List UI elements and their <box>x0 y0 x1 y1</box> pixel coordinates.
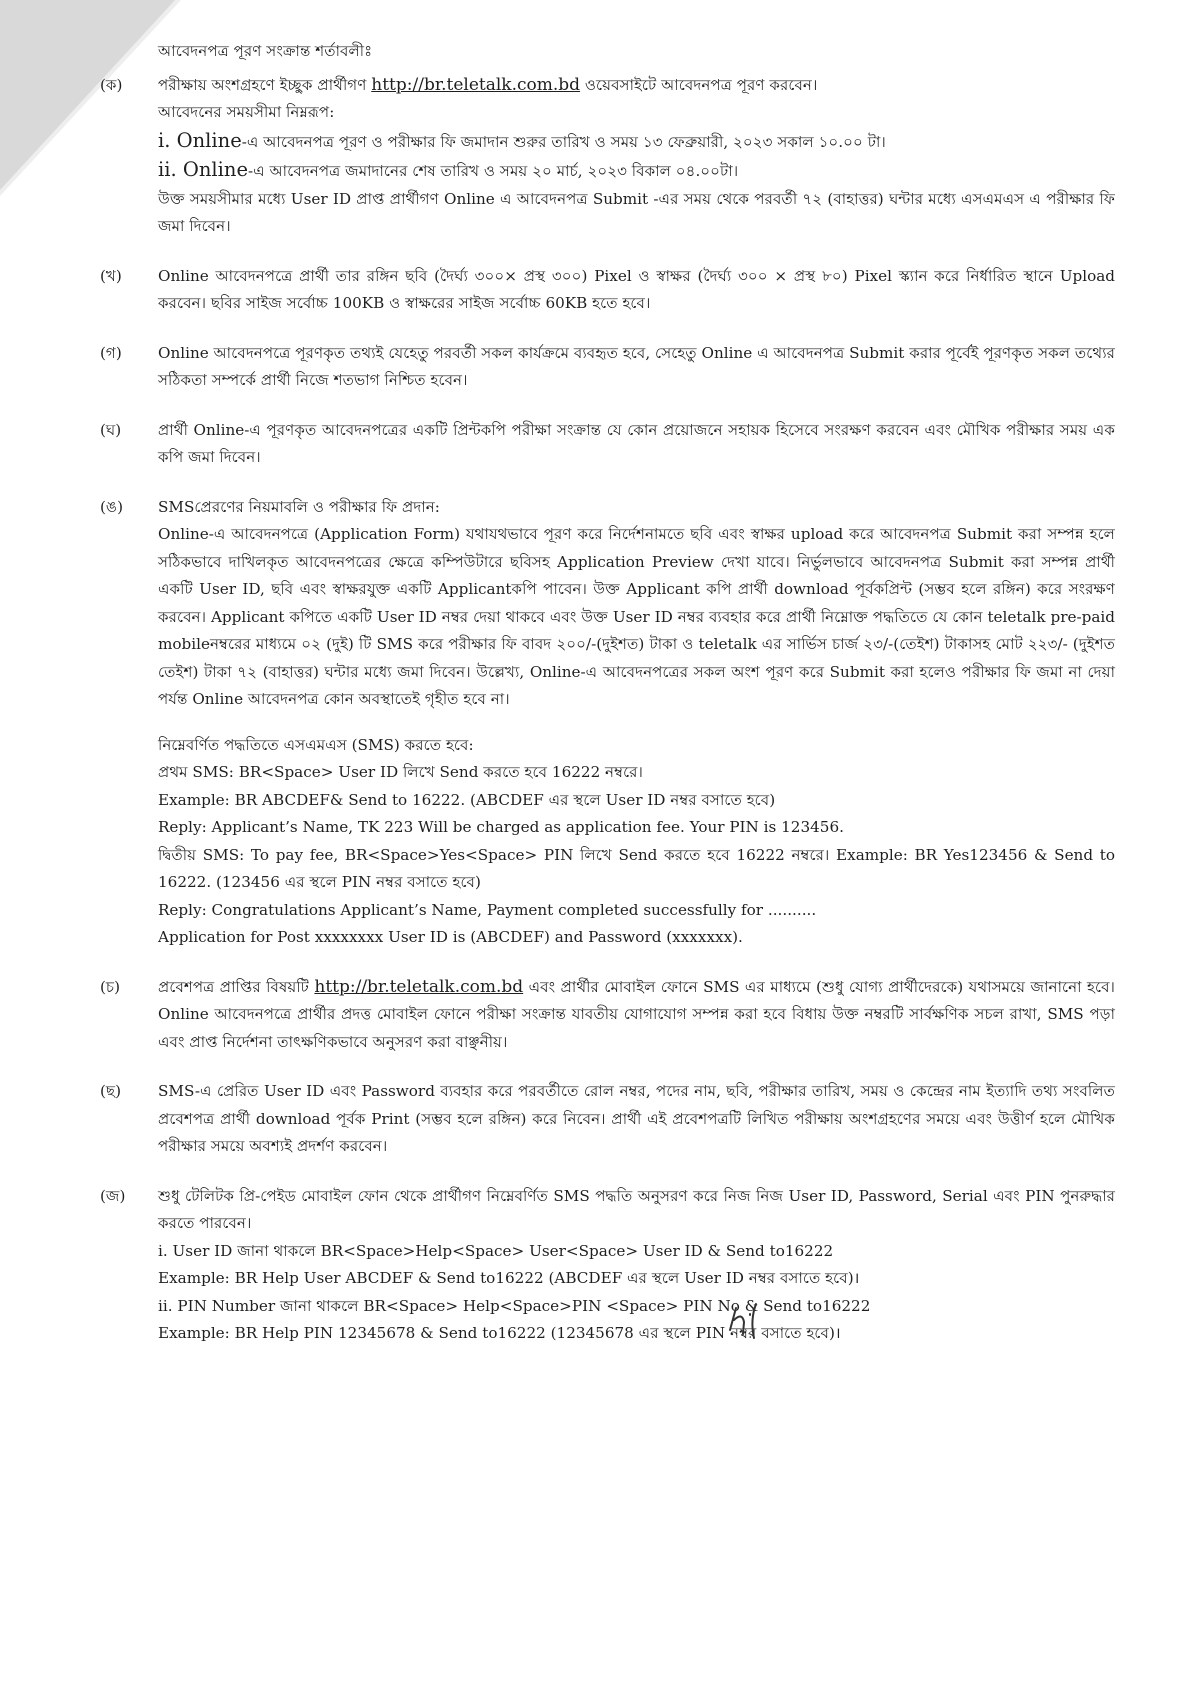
intro-after: ওয়েবসাইটে আবেদনপত্র পূরণ করবেন। <box>584 75 818 94</box>
document-body <box>100 38 1115 1370</box>
clause-chha <box>100 1078 1115 1161</box>
sms-line: Example: BR ABCDEF& Send to 16222. (ABCDEF এর স্থলে User ID নম্বর বসাতে হবে) <box>158 790 776 809</box>
teletalk-link[interactable]: http://br.teletalk.com.bd <box>371 74 581 95</box>
sms-intro: নিম্নেবর্ণিত পদ্ধতিতে এসএমএস (SMS) করতে হবে: <box>158 735 474 754</box>
sms-line: Application for Post xxxxxxxx User ID is (ABCDEF) and Password (xxxxxxx). <box>158 928 743 946</box>
clause-marker: (খ) <box>100 266 122 285</box>
intro-line <box>158 72 1115 100</box>
clause-marker: (ছ) <box>100 1082 122 1100</box>
recovery-line: ii. PIN Number জানা থাকলে BR<Space> Help<Space>PIN <Space> PIN No & Send to16222 <box>158 1296 871 1315</box>
clause-text: Online আবেদনপত্রে পূরণকৃত তথ্যই যেহেতু পরবর্তী সকল কার্যক্রমে ব্যবহৃত হবে, সেহেতু Online এ আবেদনপত্র Submit করার পূর্বেই পূরণকৃত সকল তথ্যের সঠিকতা সম্পর্কে প্রার্থী নিজে শতভাগ নিশ্চিত হবেন। <box>158 343 1115 389</box>
teletalk-link[interactable]: http://br.teletalk.com.bd <box>314 976 524 997</box>
recovery-line: Example: BR Help User ABCDEF & Send to16222 (ABCDEF এর স্থলে User ID নম্বর বসাতে হবে)। <box>158 1269 860 1287</box>
schedule-point-1 <box>158 127 1115 157</box>
page-heading: আবেদনপত্র পূরণ সংক্রান্ত শর্তাবলীঃ <box>158 42 373 60</box>
schedule-point-2 <box>158 156 1115 186</box>
clause-ga <box>100 340 1115 395</box>
recovery-line: i. User ID জানা থাকলে BR<Space>Help<Space> User<Space> User ID & Send to16222 <box>158 1241 834 1260</box>
sms-line: দ্বিতীয় SMS: To pay fee, BR<Space>Yes<Space> PIN লিখে Send করতে হবে 16222 নম্বরে। Example: BR Yes123456 & Send to 16222. (123456 এর স্থলে PIN নম্বর বসাতে হবে) <box>158 845 1115 891</box>
clause-marker: (ঘ) <box>100 420 122 439</box>
clause-marker: (চ) <box>100 977 121 996</box>
clause-text: SMS-এ প্রেরিত User ID এবং Password ব্যবহার করে পরবর্তীতে রোল নম্বর, পদের নাম, ছবি, পরীক্ষার তারিখ, সময় ও কেন্দ্রের নাম ইত্যাদি তথ্য সংবলিত প্রবেশপত্র প্রার্থী download পূর্বক Print (সম্ভব হলে রঙ্গিন) করে নিবেন। প্রার্থী এই প্রবেশপত্রটি লিখিত পরীক্ষায় অংশগ্রহণের সময়ে এবং উত্তীর্ণ হলে মৌখিক পরীক্ষার সময়ে অবশ্যই প্রদর্শণ করবেন। <box>158 1082 1115 1155</box>
clause-content <box>158 72 1115 241</box>
clause-title: SMSপ্রেরণের নিয়মাবলি ও পরীক্ষার ফি প্রদান: <box>158 497 440 516</box>
point-text: -এ আবেদনপত্র জমাদানের শেষ তারিখ ও সময় ২০ মার্চ, ২০২৩ বিকাল ০৪.০০টা। <box>248 162 739 180</box>
clause-marker: (ঙ) <box>100 497 123 516</box>
clause-text: Online আবেদনপত্রে প্রার্থী তার রঙ্গিন ছবি (দৈর্ঘ্য ৩০০× প্রস্থ ৩০০) Pixel ও স্বাক্ষর (দৈর্ঘ্য ৩০০ × প্রস্থ ৮০) Pixel স্ক্যান করে নির্ধারিত স্থানে Upload করবেন। ছবির সাইজ সর্বোচ্চ 100KB ও স্বাক্ষরের সাইজ সর্বোচ্চ 60KB হতে হবে। <box>158 266 1115 312</box>
intro-before: পরীক্ষায় অংশগ্রহণে ইচ্ছুক প্রার্থীগণ <box>158 75 367 94</box>
sms-line: Reply: Applicant’s Name, TK 223 Will be charged as application fee. Your PIN is 123456. <box>158 818 844 836</box>
clause-ka <box>100 72 1115 241</box>
clause-text: Online-এ আবেদনপত্রে (Application Form) যথাযথভাবে পূরণ করে নির্দেশনামতে ছবি এবং স্বাক্ষর upload করে আবেদনপত্র Submit করা সম্পন্ন হলে সঠিকভাবে দাখিলকৃত আবেদনপত্রের ক্ষেত্রে কম্পিউটারে ছবিসহ Application Preview দেখা যাবে। নির্ভুলভাবে আবেদনপত্র Submit করা সম্পন্ন প্রার্থী একটি User ID, ছবি এবং স্বাক্ষরযুক্ত একটি Applicantকপি পাবেন। উক্ত Applicant কপি প্রার্থী download পূর্বকপ্রিন্ট (সম্ভব হলে রঙ্গিন) করে সংরক্ষণ করবেন। Applicant কপিতে একটি User ID নম্বর দেয়া থাকবে এবং উক্ত User ID নম্বর ব্যবহার করে প্রার্থী নিম্নোক্ত পদ্ধতিতে যে কোন teletalk pre-paid mobileনম্বরের মাধ্যমে ০২ (দুই) টি SMS করে পরীক্ষার ফি বাবদ ২০০/-(দুইশত) টাকা ও teletalk এর সার্ভিস চার্জ ২৩/-(তেইশ) টাকাসহ মোট ২২৩/- (দুইশত তেইশ) টাকা ৭২ (বাহাত্তর) ঘন্টার মধ্যে জমা দিবেন। উল্লেখ্য, Online-এ আবেদনপত্রের সকল অংশ পূরণ করে Submit করা হলেও পরীক্ষার ফি জমা না দেয়া পর্যন্ত Online আবেদনপত্র কোন অবস্থাতেই গৃহীত হবে না। <box>158 525 1115 708</box>
text-after: এবং প্রার্থীর মোবাইল ফোনে SMS এর মাধ্যমে (শুধু যোগ্য প্রার্থীদেরকে) যথাসময়ে জানানো হবে। Online আবেদনপত্রে প্রার্থীর প্রদত্ত মোবাইল ফোনে পরীক্ষা সংক্রান্ত যাবতীয় যোগাযোগ সম্পন্ন করা হবে বিধায় উক্ত নম্বরটি সার্বক্ষণিক সচল রাখা, SMS পড়া এবং প্রাপ্ত নির্দেশনা তাৎক্ষণিকভাবে অনুসরণ করা বাঞ্ছনীয়। <box>158 977 1115 1051</box>
sms-line: Reply: Congratulations Applicant’s Name, Payment completed successfully for .......... <box>158 900 817 919</box>
clause-text: প্রার্থী Online-এ পূরণকৃত আবেদনপত্রের একটি প্রিন্টকপি পরীক্ষা সংক্রান্ত যে কোন প্রয়োজনে সহায়ক হিসেবে সংরক্ষণ করবেন এবং মৌখিক পরীক্ষার সময় এক কপি জমা দিবেন। <box>158 420 1115 466</box>
clause-text: শুধু টেলিটক প্রি-পেইড মোবাইল ফোন থেকে প্রার্থীগণ নিম্নেবর্ণিত SMS পদ্ধতি অনুসরণ করে নিজ নিজ User ID, Password, Serial এবং PIN পুনরুদ্ধার করতে পারবেন। <box>158 1186 1115 1232</box>
clause-gha <box>100 417 1115 472</box>
point-prefix: ii. Online <box>158 158 248 181</box>
point-prefix: i. Online <box>158 128 242 152</box>
recovery-line: Example: BR Help PIN 12345678 & Send to16222 (12345678 এর স্থলে PIN নম্বর বসাতে হবে)। <box>158 1324 841 1342</box>
clause-kha <box>100 263 1115 318</box>
schedule-label: আবেদনের সময়সীমা নিম্নরূপ: <box>158 103 335 121</box>
clause-content <box>158 974 1115 1057</box>
clause-cha <box>100 974 1115 1057</box>
clause-ja <box>100 1183 1115 1348</box>
clause-uma <box>100 494 1115 952</box>
clause-marker: (জ) <box>100 1186 126 1205</box>
clause-content <box>158 494 1115 952</box>
handwritten-signature <box>722 1290 792 1350</box>
clause-content <box>158 1183 1115 1348</box>
point-text: -এ আবেদনপত্র পূরণ ও পরীক্ষার ফি জমাদান শুরুর তারিখ ও সময় ১৩ ফেব্রুয়ারী, ২০২৩ সকাল ১০.০০ টা। <box>241 132 886 151</box>
text-before: প্রবেশপত্র প্রাপ্তির বিষয়টি <box>158 977 309 996</box>
clause-marker: (গ) <box>100 343 122 362</box>
sms-line: প্রথম SMS: BR<Space> User ID লিখে Send করতে হবে 16222 নম্বরে। <box>158 763 643 781</box>
schedule-note: উক্ত সময়সীমার মধ্যে User ID প্রাপ্ত প্রার্থীগণ Online এ আবেদনপত্র Submit -এর সময় থেকে পরবর্তী ৭২ (বাহাত্তর) ঘন্টার মধ্যে এসএমএস এ পরীক্ষার ফি জমা দিবেন। <box>158 189 1115 235</box>
clause-marker: (ক) <box>100 75 123 94</box>
